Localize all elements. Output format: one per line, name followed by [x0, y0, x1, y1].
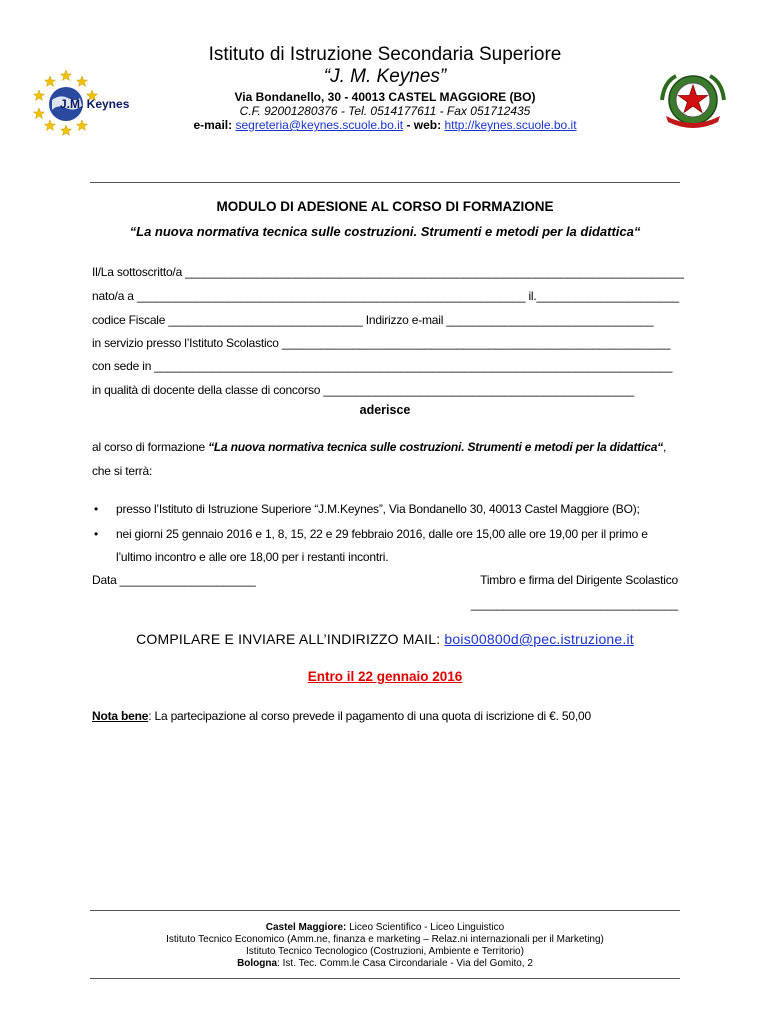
bullet-dates-continued: l’ultimo incontro e alle ore 18,00 per i restanti incontri.	[116, 550, 389, 564]
footer	[90, 922, 680, 970]
field-birth[interactable]: nato/a a ____________________________________________________________ il.______________________	[92, 289, 679, 303]
note-text: : La partecipazione al corso prevede il pagamento di una quota di iscrizione di €. 50,00	[148, 709, 591, 723]
school-email-link[interactable]: segreteria@keynes.scuole.bo.it	[235, 118, 404, 132]
footer-bologna: Bologna	[237, 958, 278, 969]
school-address: Via Bondanello, 30 - 40013 CASTEL MAGGIORE (BO)	[234, 90, 536, 104]
bullet-marker: •	[94, 502, 99, 516]
footer-bologna-rest: : Ist. Tec. Comm.le Casa Circondariale - Via del Gomito, 2	[277, 958, 533, 969]
footer-line-3: Istituto Tecnico Tecnologico (Costruzioni, Ambiente e Territorio)	[246, 946, 524, 957]
course-line	[92, 440, 666, 454]
compile-instruction	[90, 631, 680, 647]
field-name[interactable]: Il/La sottoscritto/a _____________________________________________________________________________	[92, 265, 684, 279]
signature-line[interactable]: ________________________________	[470, 597, 678, 611]
deadline: Entro il 22 gennaio 2016	[307, 669, 463, 684]
field-location[interactable]: con sede in ________________________________________________________________________________	[92, 359, 673, 373]
signature-label: Timbro e firma del Dirigente Scolastico	[480, 573, 678, 587]
date-field[interactable]: Data _____________________	[92, 573, 256, 587]
course-prefix: al corso di formazione	[92, 440, 209, 454]
note-label: Nota bene	[92, 709, 149, 723]
aderisce-label: aderisce	[359, 403, 411, 417]
email-label: e-mail:	[193, 118, 233, 132]
footer-divider-bottom	[90, 978, 680, 979]
note	[92, 709, 591, 723]
school-name: Istituto di Istruzione Secondaria Superiore	[208, 44, 562, 65]
keynes-logo	[30, 68, 140, 136]
pec-email-link[interactable]: bois00800d@pec.istruzione.it	[444, 631, 634, 647]
school-codes: C.F. 92001280376 - Tel. 0514177611 - Fax 051712435	[239, 104, 531, 118]
footer-castel-maggiore: Castel Maggiore:	[265, 922, 347, 933]
header-divider	[90, 182, 680, 183]
form-subtitle: “La nuova normativa tecnica sulle costruzioni. Strumenti e metodi per la didattica“	[129, 224, 641, 239]
footer-line-1	[90, 922, 680, 934]
bullet-marker: •	[94, 527, 99, 541]
will-be-held: che si terrà:	[92, 464, 153, 478]
footer-line-2: Istituto Tecnico Economico (Amm.ne, finanza e marketing – Relaz.ni internazionali per il Marketing)	[166, 934, 604, 945]
footer-divider-top	[90, 910, 680, 911]
web-label: - web:	[406, 118, 442, 132]
course-name: “La nuova normativa tecnica sulle costruzioni. Strumenti e metodi per la didattica“	[208, 440, 663, 454]
field-tax-code-email[interactable]: codice Fiscale ______________________________ Indirizzo e-mail ________________________________	[92, 313, 654, 327]
italian-republic-emblem-icon	[658, 70, 728, 132]
form-title: MODULO DI ADESIONE AL CORSO DI FORMAZIONE	[216, 199, 554, 214]
field-school[interactable]: in servizio presso l’Istituto Scolastico ____________________________________________________________	[92, 336, 671, 350]
compile-label: COMPILARE E INVIARE ALL’INDIRIZZO MAIL:	[136, 631, 445, 647]
school-contacts	[160, 118, 610, 132]
svg-text:J.M. Keynes: J.M. Keynes	[60, 97, 130, 111]
school-subtitle: “J. M. Keynes”	[323, 66, 447, 87]
bullet-dates: nei giorni 25 gennaio 2016 e 1, 8, 15, 22 e 29 febbraio 2016, dalle ore 15,00 alle ore 19,00 per il primo e	[116, 527, 648, 541]
bullet-location: presso l’Istituto di Istruzione Superiore “J.M.Keynes”, Via Bondanello 30, 40013 Castel Maggiore (BO);	[116, 502, 640, 516]
school-web-link[interactable]: http://keynes.scuole.bo.it	[444, 118, 577, 132]
field-teacher-class[interactable]: in qualità di docente della classe di concorso ________________________________________________	[92, 383, 635, 397]
footer-line-4	[90, 958, 680, 970]
course-suffix: ,	[662, 440, 667, 454]
footer-licei: Liceo Scientifico - Liceo Linguistico	[346, 922, 505, 933]
